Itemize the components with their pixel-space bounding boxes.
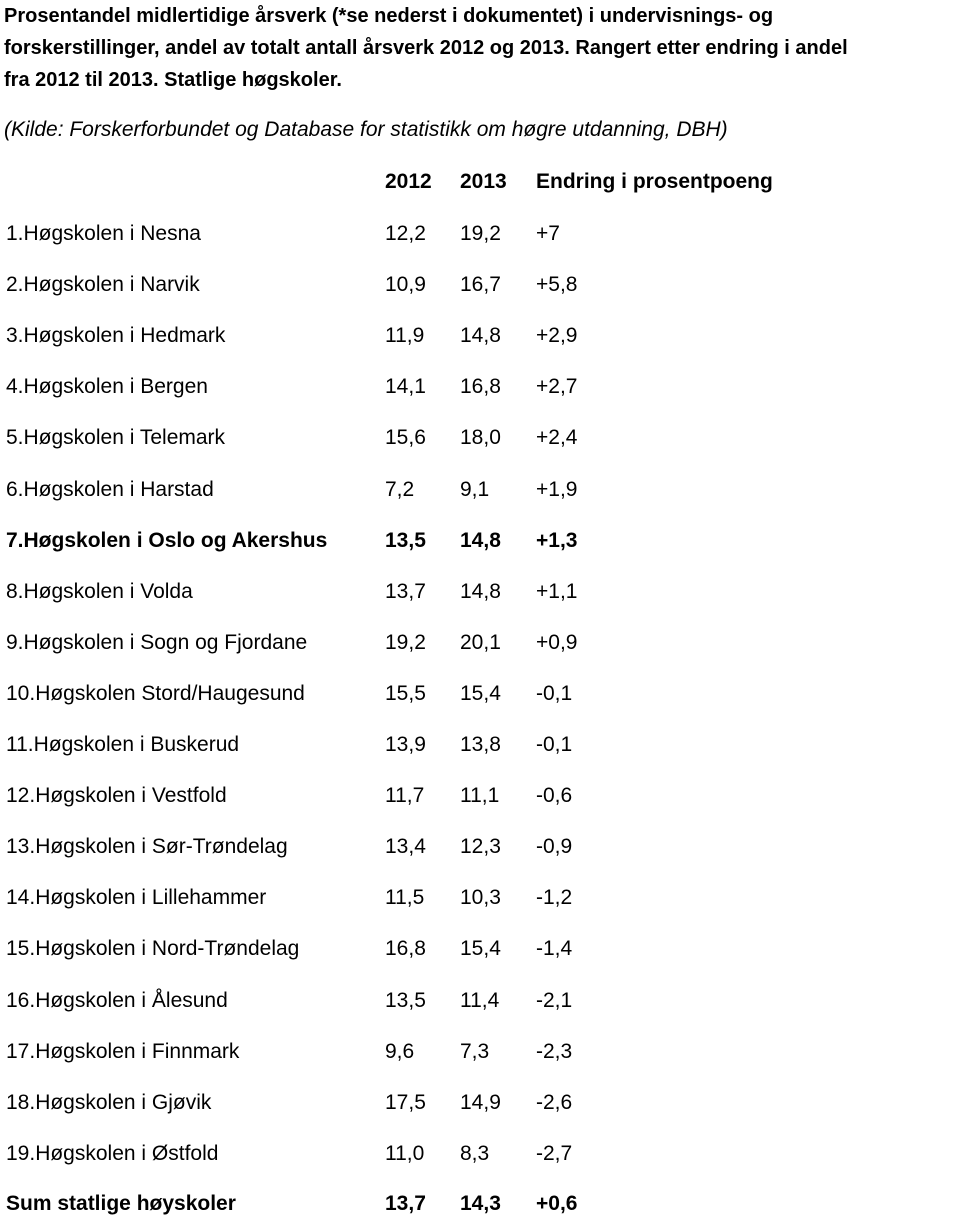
row-change: +1,9 [536, 478, 578, 501]
table-row [0, 625, 960, 661]
row-name: 13.Høgskolen i Sør-Trøndelag [6, 835, 288, 858]
table-row [0, 318, 960, 354]
row-change: +1,1 [536, 580, 578, 603]
table-row [0, 523, 960, 559]
row-change: -0,1 [536, 682, 573, 705]
row-name: 7.Høgskolen i Oslo og Akershus [6, 529, 328, 552]
row-change: +2,7 [536, 375, 578, 398]
row-change: +7 [536, 222, 560, 245]
row-name: 11.Høgskolen i Buskerud [6, 733, 240, 756]
table-row [0, 1034, 960, 1070]
row-value-2012: 11,9 [385, 324, 425, 347]
row-name: 3.Høgskolen i Hedmark [6, 324, 226, 347]
title-line-3: fra 2012 til 2013. Statlige høgskoler. [4, 69, 342, 91]
row-value-2013: 8,3 [460, 1142, 490, 1165]
row-value-2012: 11,7 [385, 784, 425, 807]
table-row [0, 829, 960, 865]
column-header-2013: 2013 [460, 170, 507, 193]
row-value-2013: 14,8 [460, 529, 501, 552]
row-change: +0,9 [536, 631, 578, 654]
row-name: 16.Høgskolen i Ålesund [6, 989, 228, 1012]
title-line-1: Prosentandel midlertidige årsverk (*se nederst i dokumentet) i undervisnings- og [4, 5, 774, 27]
table-row [0, 1136, 960, 1172]
row-value-2012: 13,7 [385, 580, 426, 603]
row-value-2012: 15,5 [385, 682, 426, 705]
row-value-2013: 11,1 [460, 784, 500, 807]
row-change: +2,9 [536, 324, 578, 347]
row-value-2012: 7,2 [385, 478, 415, 501]
row-value-2012: 13,4 [385, 835, 426, 858]
row-value-2013: 15,4 [460, 682, 501, 705]
column-header-change: Endring i prosentpoeng [536, 170, 773, 193]
table-row [0, 420, 960, 456]
row-name: 9.Høgskolen i Sogn og Fjordane [6, 631, 308, 654]
row-name: 15.Høgskolen i Nord-Trøndelag [6, 937, 300, 960]
row-name: 19.Høgskolen i Østfold [6, 1142, 219, 1165]
table-total-row [0, 1186, 960, 1222]
row-change: +2,4 [536, 426, 578, 449]
row-value-2013: 20,1 [460, 631, 501, 654]
table-row [0, 931, 960, 967]
table-row [0, 216, 960, 252]
row-value-2012: 16,8 [385, 937, 426, 960]
row-change: -1,4 [536, 937, 573, 960]
table-row [0, 369, 960, 405]
table-row [0, 983, 960, 1019]
table-row [0, 1085, 960, 1121]
row-value-2012: 13,5 [385, 989, 426, 1012]
table-row [0, 778, 960, 814]
row-value-2013: 10,3 [460, 886, 501, 909]
row-value-2012: 10,9 [385, 273, 426, 296]
row-value-2013: 16,8 [460, 375, 501, 398]
row-value-2013: 11,4 [460, 989, 500, 1012]
document-title [4, 0, 956, 96]
row-change: -2,1 [536, 989, 573, 1012]
row-value-2013: 13,8 [460, 733, 501, 756]
row-change: -2,3 [536, 1040, 573, 1063]
column-header-2012: 2012 [385, 170, 432, 193]
row-name: 4.Høgskolen i Bergen [6, 375, 208, 398]
table-row [0, 267, 960, 303]
row-value-2013: 18,0 [460, 426, 501, 449]
table-row [0, 574, 960, 610]
table-row [0, 880, 960, 916]
row-value-2013: 14,8 [460, 324, 501, 347]
row-change: -1,2 [536, 886, 573, 909]
row-value-2012: 12,2 [385, 222, 426, 245]
row-change: +1,3 [536, 529, 578, 552]
table-header-row [0, 164, 960, 200]
row-name: 6.Høgskolen i Harstad [6, 478, 214, 501]
row-value-2013: 14,9 [460, 1091, 501, 1114]
row-change: -2,7 [536, 1142, 573, 1165]
row-name: 8.Høgskolen i Volda [6, 580, 193, 603]
table-row [0, 676, 960, 712]
row-value-2012: 17,5 [385, 1091, 426, 1114]
row-name: 17.Høgskolen i Finnmark [6, 1040, 240, 1063]
total-change: +0,6 [536, 1192, 578, 1215]
row-value-2012: 19,2 [385, 631, 426, 654]
row-change: +5,8 [536, 273, 578, 296]
row-value-2012: 15,6 [385, 426, 426, 449]
row-value-2013: 14,8 [460, 580, 501, 603]
row-value-2013: 12,3 [460, 835, 501, 858]
row-change: -0,9 [536, 835, 573, 858]
row-name: 2.Høgskolen i Narvik [6, 273, 200, 296]
row-change: -2,6 [536, 1091, 573, 1114]
row-value-2013: 19,2 [460, 222, 501, 245]
title-line-2: forskerstillinger, andel av totalt antall årsverk 2012 og 2013. Rangert etter endring i andel [4, 37, 848, 59]
row-value-2013: 7,3 [460, 1040, 490, 1063]
row-value-2013: 9,1 [460, 478, 490, 501]
total-2013: 14,3 [460, 1192, 501, 1215]
row-change: -0,6 [536, 784, 573, 807]
row-value-2012: 13,9 [385, 733, 426, 756]
row-value-2012: 13,5 [385, 529, 426, 552]
row-value-2013: 16,7 [460, 273, 501, 296]
total-2012: 13,7 [385, 1192, 426, 1215]
row-name: 14.Høgskolen i Lillehammer [6, 886, 267, 909]
row-value-2012: 11,0 [385, 1142, 425, 1165]
row-value-2012: 9,6 [385, 1040, 415, 1063]
source-note: (Kilde: Forskerforbundet og Database for statistikk om høgre utdanning, DBH) [4, 118, 728, 141]
row-change: -0,1 [536, 733, 573, 756]
row-name: 18.Høgskolen i Gjøvik [6, 1091, 212, 1114]
row-name: 5.Høgskolen i Telemark [6, 426, 226, 449]
table-row [0, 727, 960, 763]
table-row [0, 472, 960, 508]
row-value-2012: 11,5 [385, 886, 425, 909]
row-name: 12.Høgskolen i Vestfold [6, 784, 227, 807]
row-name: 1.Høgskolen i Nesna [6, 222, 201, 245]
row-value-2012: 14,1 [385, 375, 426, 398]
row-name: 10.Høgskolen Stord/Haugesund [6, 682, 305, 705]
total-name: Sum statlige høyskoler [6, 1192, 236, 1215]
row-value-2013: 15,4 [460, 937, 501, 960]
